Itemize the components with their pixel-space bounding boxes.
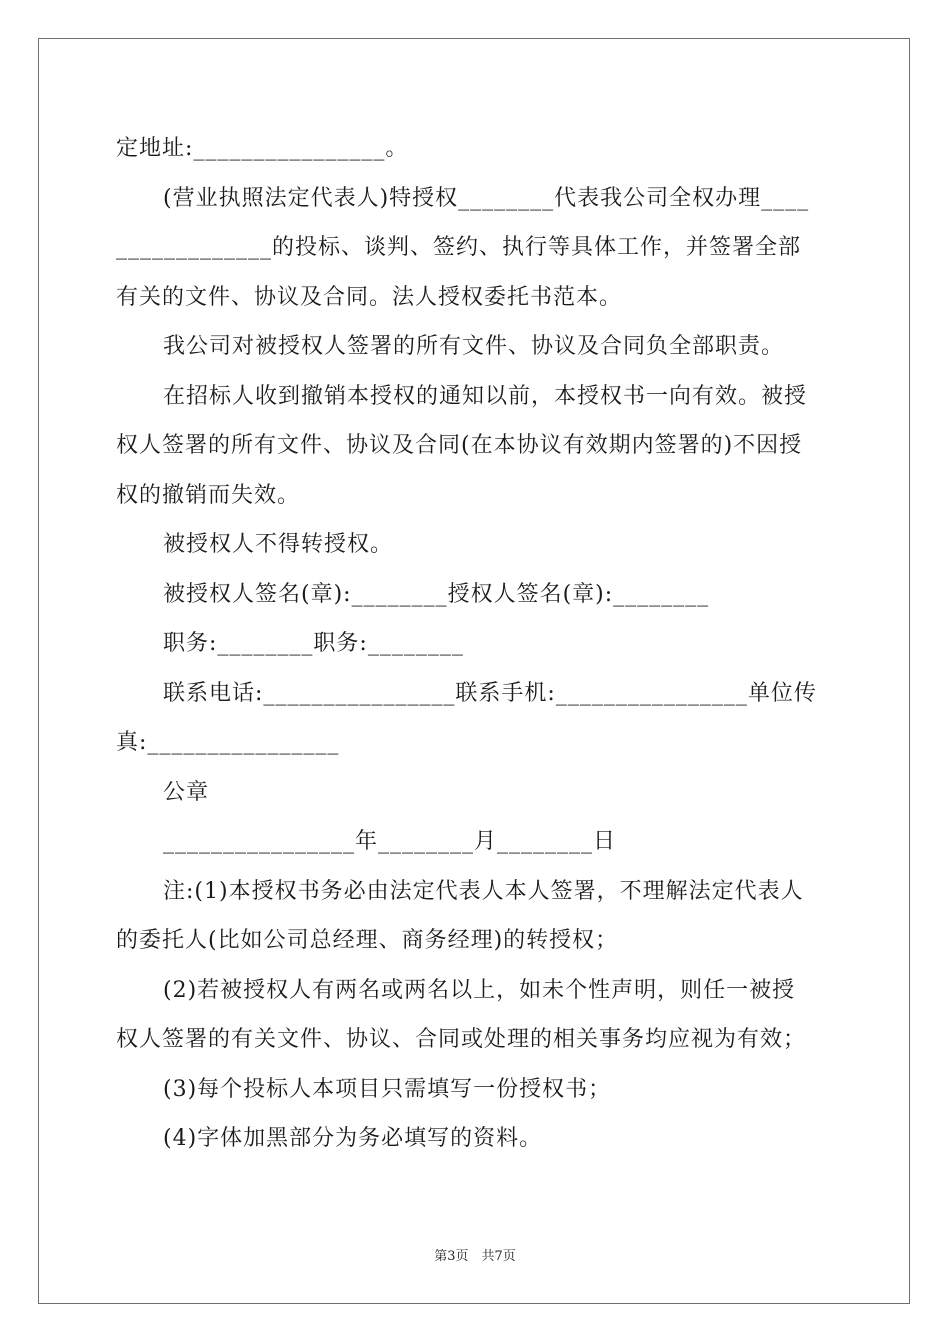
position-line: 职务:________职务:________ (163, 631, 464, 656)
document-body (116, 124, 834, 1164)
text-line: _____________的投标、谈判、签约、执行等具体工作，并签署全部 (116, 235, 802, 260)
contact-line: 联系电话:________________联系手机:________________单位传 (163, 680, 817, 706)
text-line: 权的撤销而失效。 (116, 482, 301, 508)
note-line: (4)字体加黑部分为务必填写的资料。 (163, 1126, 543, 1151)
text-line: 权人签署的所有文件、协议及合同(在本协议有效期内签署的)不因授 (116, 433, 803, 458)
seal-label: 公章 (163, 779, 210, 805)
text-line: 在招标人收到撤销本授权的通知以前，本授权书一向有效。被授 (163, 383, 808, 409)
text-line: (营业执照法定代表人)特授权________代表我公司全权办理____ (163, 185, 810, 211)
date-line: ________________年________月________日 (163, 829, 617, 854)
note-line: 的委托人(比如公司总经理、商务经理)的转授权； (116, 928, 619, 953)
text-line: 定地址:________________。 (116, 136, 409, 161)
note-line: 注:(1)本授权书务必由法定代表人本人签署，不理解法定代表人 (163, 878, 804, 904)
contact-line: 真:________________ (116, 730, 340, 755)
text-line: 我公司对被授权人签署的所有文件、协议及合同负全部职责。 (163, 334, 785, 359)
text-line: 有关的文件、协议及合同。法人授权委托书范本。 (116, 284, 623, 310)
note-line: (2)若被授权人有两名或两名以上，如未个性声明，则任一被授 (163, 977, 796, 1003)
page-footer: 第3页 共7页 (434, 1249, 516, 1264)
note-line: 权人签署的有关文件、协议、合同或处理的相关事务均应视为有效； (116, 1027, 807, 1052)
note-line: (3)每个投标人本项目只需填写一份授权书； (163, 1076, 612, 1102)
signature-line: 被授权人签名(章):________授权人签名(章):________ (163, 581, 710, 607)
text-line: 被授权人不得转授权。 (163, 532, 394, 557)
